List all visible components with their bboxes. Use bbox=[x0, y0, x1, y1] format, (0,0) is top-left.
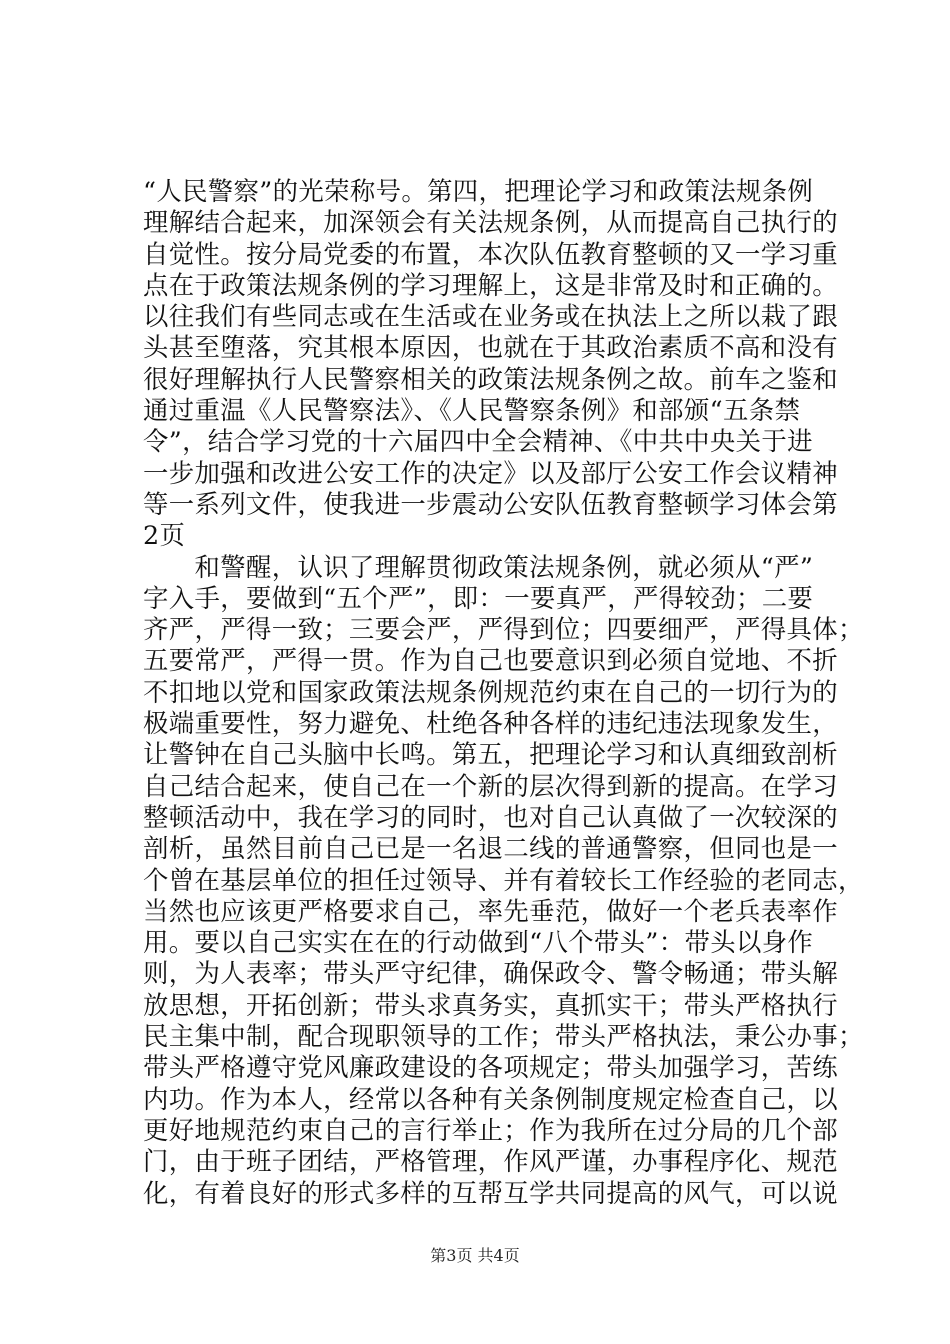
text-line: 则，为人表率；带头严守纪律，确保政令、警令畅通；带头解 bbox=[143, 958, 838, 989]
text-line: 点在于政策法规条例的学习理解上，这是非常及时和正确的。 bbox=[143, 269, 838, 300]
page-marker-line: 2页 bbox=[143, 520, 186, 551]
page-number-label: 第3页 共4页 bbox=[430, 1246, 520, 1265]
text-line: 内功。作为本人，经常以各种有关条例制度规定检查自己，以 bbox=[143, 1083, 838, 1114]
text-line: 一步加强和改进公安工作的决定》以及部厅公安工作会议精神 bbox=[143, 457, 838, 488]
text-line: 民主集中制，配合现职领导的工作；带头严格执法，秉公办事； bbox=[143, 1021, 864, 1052]
text-line: 带头严格遵守党风廉政建设的各项规定；带头加强学习，苦练 bbox=[143, 1052, 838, 1083]
text-line: 化，有着良好的形式多样的互帮互学共同提高的风气，可以说 bbox=[143, 1177, 838, 1208]
text-line: 很好理解执行人民警察相关的政策法规条例之故。前车之鉴和 bbox=[143, 363, 838, 394]
text-line: 不扣地以党和国家政策法规条例规范约束在自己的一切行为的 bbox=[143, 676, 838, 707]
text-line: 令”，结合学习党的十六届四中全会精神、《中共中央关于进 bbox=[143, 426, 813, 457]
text-line: 字入手，要做到“五个严”，即：一要真严，严得较劲；二要 bbox=[143, 582, 814, 613]
text-line: 个曾在基层单位的担任过领导、并有着较长工作经验的老同志， bbox=[143, 864, 864, 895]
text-line: 自觉性。按分局党委的布置，本次队伍教育整顿的又一学习重 bbox=[143, 238, 838, 269]
text-line: 五要常严，严得一贯。作为自己也要意识到必须自觉地、不折 bbox=[143, 645, 838, 676]
text-line: 自己结合起来，使自己在一个新的层次得到新的提高。在学习 bbox=[143, 770, 838, 801]
text-line: 让警钟在自己头脑中长鸣。第五，把理论学习和认真细致剖析 bbox=[143, 739, 838, 770]
page-footer bbox=[0, 1243, 950, 1266]
text-line: 极端重要性，努力避免、杜绝各种各样的违纪违法现象发生， bbox=[143, 708, 838, 739]
text-line: 剖析，虽然目前自己已是一名退二线的普通警察，但同也是一 bbox=[143, 833, 838, 864]
text-line: 当然也应该更严格要求自己，率先垂范，做好一个老兵表率作 bbox=[143, 895, 838, 926]
text-line: 用。要以自己实实在在的行动做到“八个带头”：带头以身作 bbox=[143, 927, 814, 958]
text-line: 理解结合起来，加深领会有关法规条例，从而提高自己执行的 bbox=[143, 207, 838, 238]
text-line: 整顿活动中，我在学习的同时，也对自己认真做了一次较深的 bbox=[143, 801, 838, 832]
text-line: 齐严，严得一致；三要会严，严得到位；四要细严，严得具体； bbox=[143, 614, 864, 645]
text-line: 和警醒，认识了理解贯彻政策法规条例，就必须从“严” bbox=[143, 551, 814, 582]
text-line: 等一系列文件，使我进一步震动公安队伍教育整顿学习体会第 bbox=[143, 488, 838, 519]
body-text bbox=[143, 176, 864, 1209]
text-line: 以往我们有些同志或在生活或在业务或在执法上之所以栽了跟 bbox=[143, 301, 838, 332]
text-line: 放思想，开拓创新；带头求真务实，真抓实干；带头严格执行 bbox=[143, 989, 838, 1020]
text-line: 更好地规范约束自己的言行举止；作为我所在过分局的几个部 bbox=[143, 1114, 838, 1145]
text-line: “人民警察”的光荣称号。第四，把理论学习和政策法规条例 bbox=[143, 176, 814, 206]
text-line: 通过重温《人民警察法》、《人民警察条例》和部颁“五条禁 bbox=[143, 395, 801, 426]
text-line: 门，由于班子团结，严格管理，作风严谨，办事程序化、规范 bbox=[143, 1146, 838, 1177]
text-line: 头甚至堕落，究其根本原因，也就在于其政治素质不高和没有 bbox=[143, 332, 838, 363]
